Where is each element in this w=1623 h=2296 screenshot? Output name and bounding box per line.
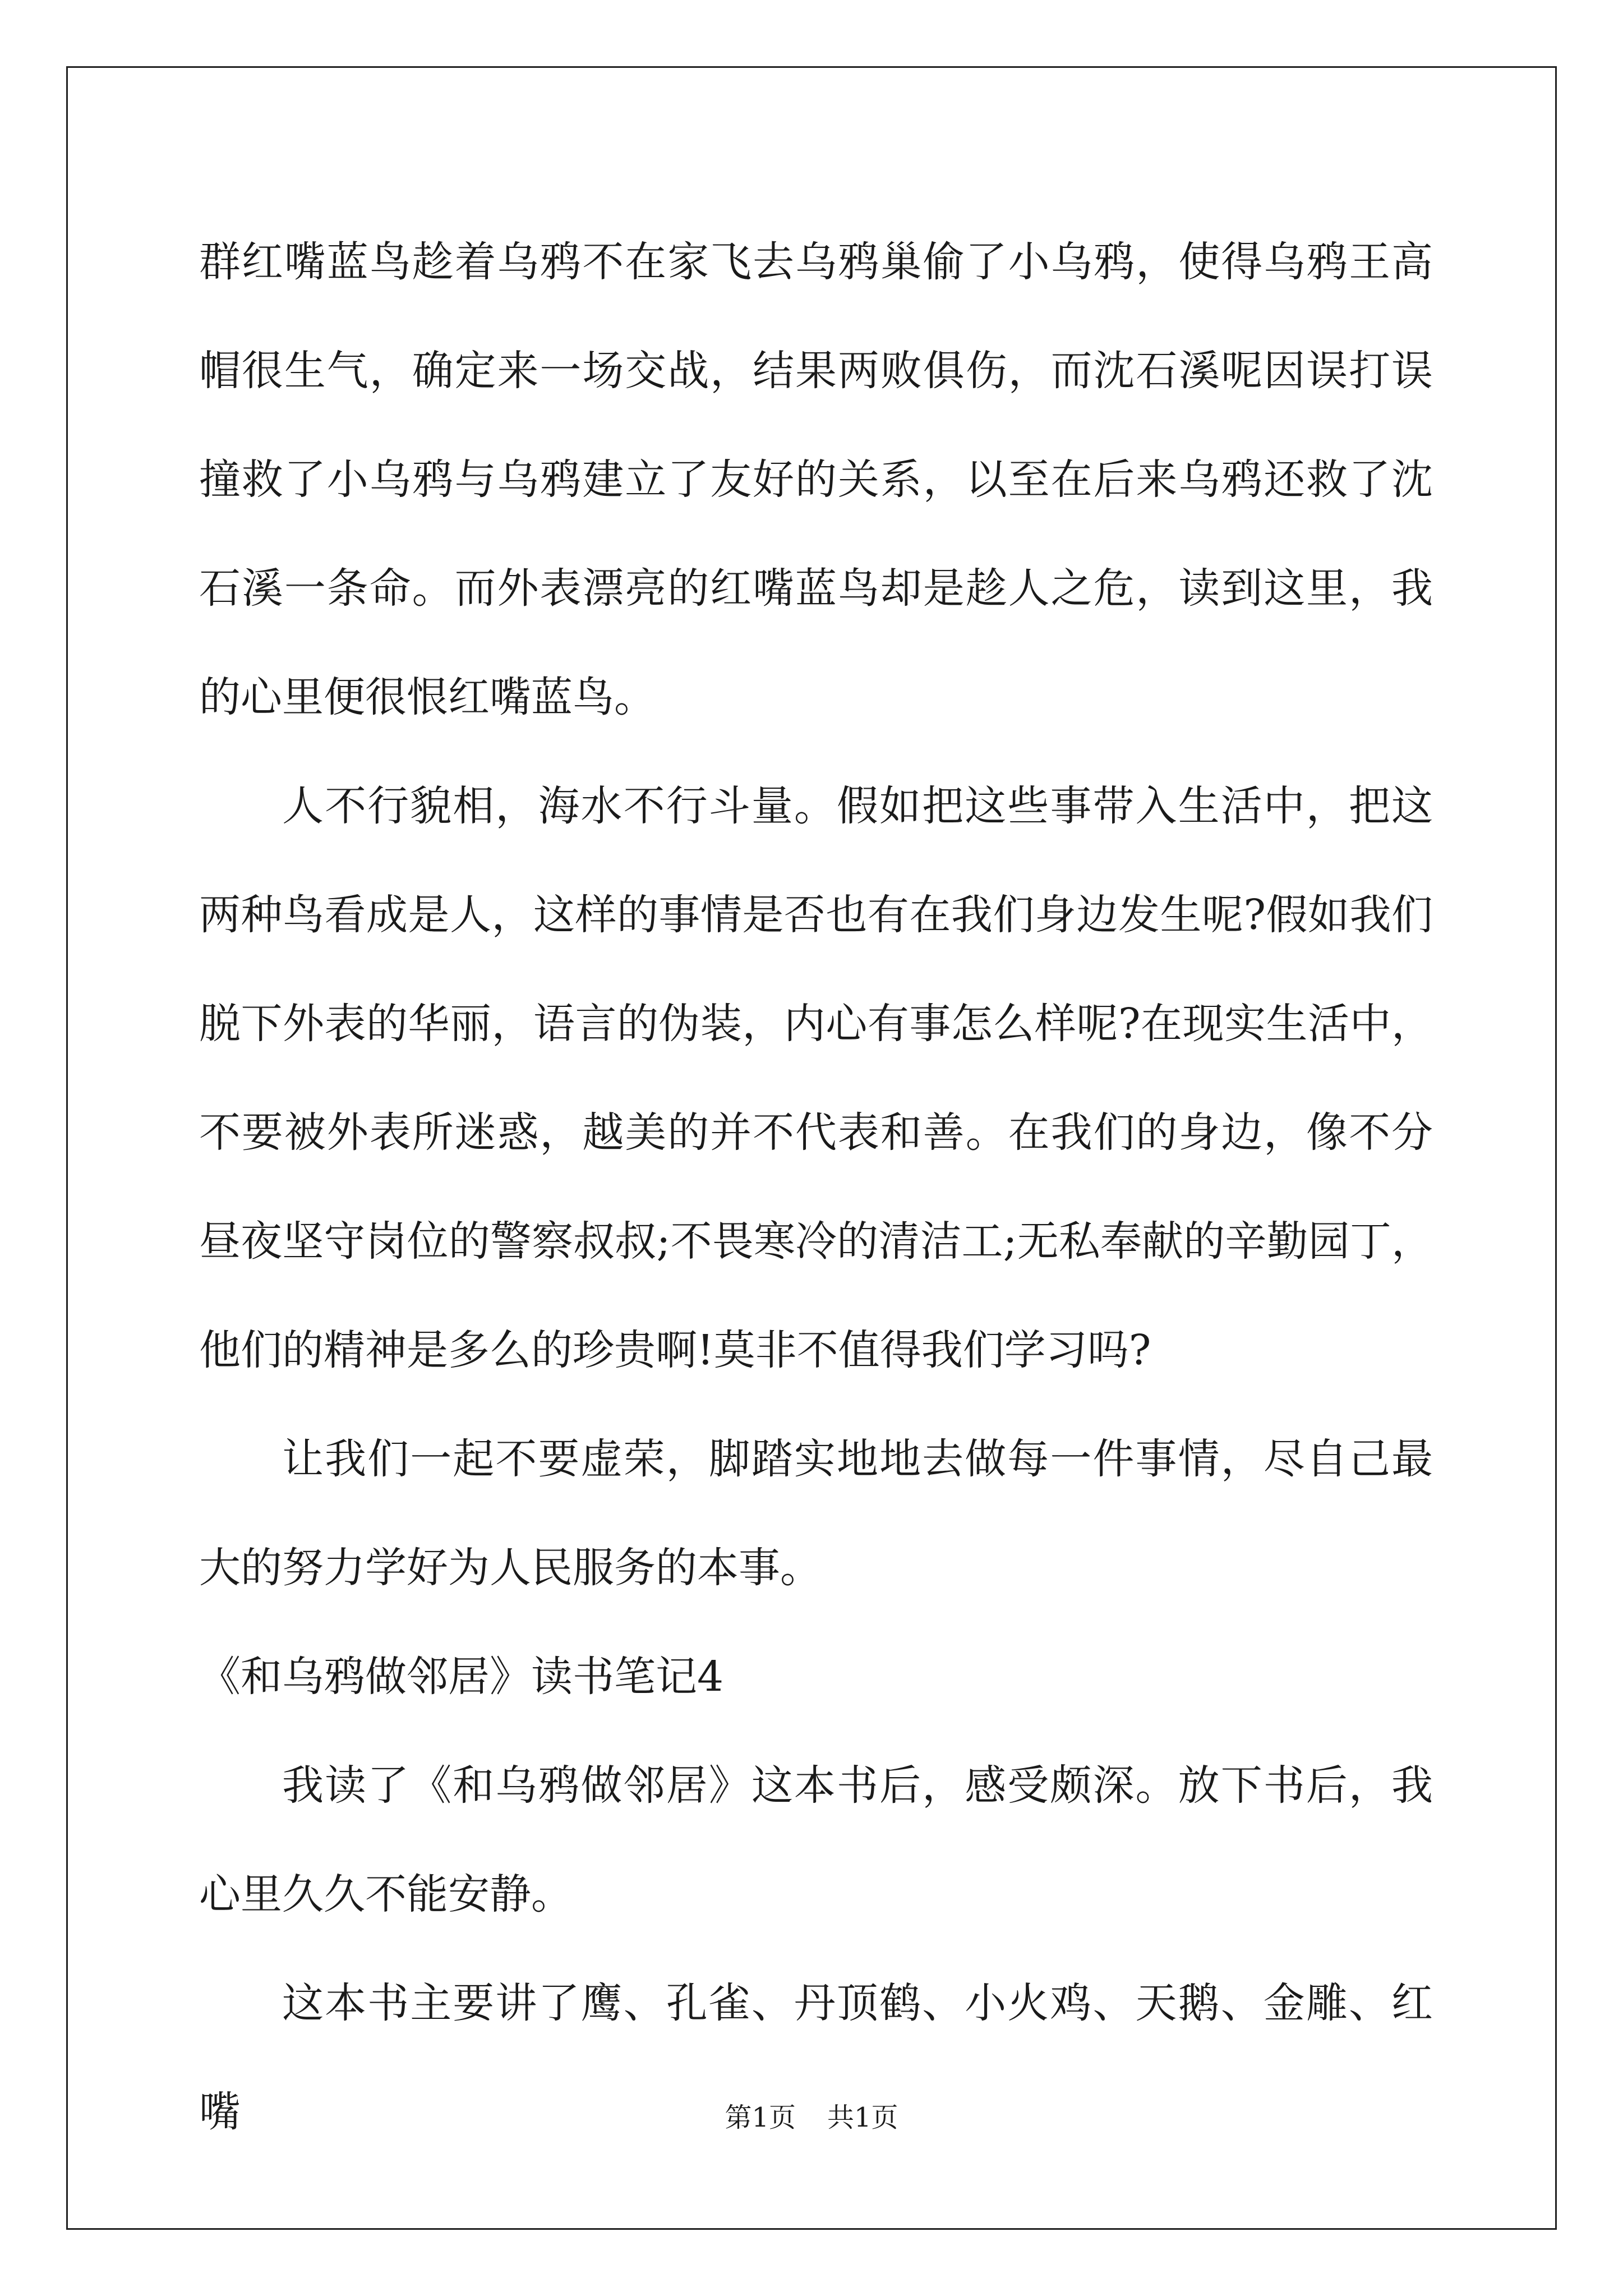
document-body: [199, 208, 1433, 2166]
section-heading: 《和乌鸦做邻居》读书笔记4: [199, 1653, 724, 1701]
paragraph-summary: 这本书主要讲了鹰、孔雀、丹顶鹤、小火鸡、天鹅、金雕、红嘴: [199, 1979, 1433, 2136]
page-number: 第1页: [725, 2102, 796, 2133]
paragraph-continuation: 群红嘴蓝鸟趁着乌鸦不在家飞去乌鸦巢偷了小乌鸦，使得乌鸦王高帽很生气，确定来一场交战，结果两败俱伤，而沈石溪呢因误打误撞救了小乌鸦与乌鸦建立了友好的关系，以至在后来乌鸦还救了沈石溪一条命。而外表漂亮的红嘴蓝鸟却是趁人之危，读到这里，我的心里便很恨红嘴蓝鸟。: [199, 238, 1433, 721]
paragraph-intro: 我读了《和乌鸦做邻居》这本书后，感受颇深。放下书后，我心里久久不能安静。: [199, 1761, 1433, 1918]
paragraph-conclusion: 让我们一起不要虚荣，脚踏实地地去做每一件事情，尽自己最大的努力学好为人民服务的本事。: [199, 1435, 1433, 1592]
paragraph-appearance: 人不行貌相，海水不行斗量。假如把这些事带入生活中，把这两种鸟看成是人，这样的事情是否也有在我们身边发生呢?假如我们脱下外表的华丽，语言的伪装，内心有事怎么样呢?在现实生活中，不要被外表所迷惑，越美的并不代表和善。在我们的身边，像不分昼夜坚守岗位的警察叔叔;不畏寒冷的清洁工;无私奉献的辛勤园丁，他们的精神是多么的珍贵啊!莫非不值得我们学习吗?: [199, 782, 1433, 1374]
page-footer: [0, 2101, 1623, 2134]
page-total: 共1页: [827, 2102, 898, 2133]
